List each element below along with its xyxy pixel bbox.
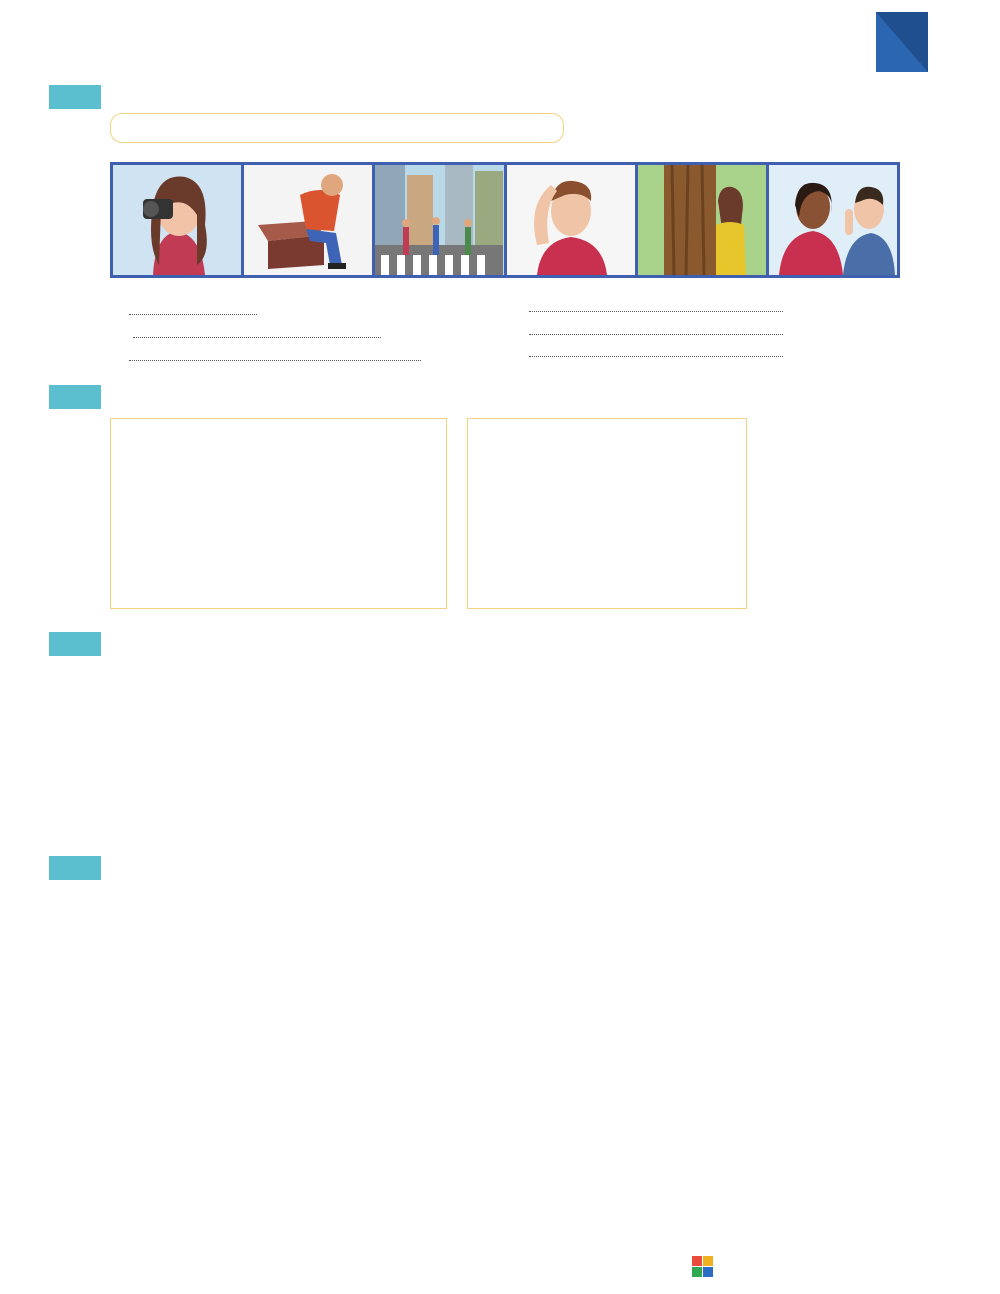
picture-6 [769, 165, 897, 275]
exercise-1-1-item-4 [520, 299, 783, 317]
exercise-1-1-item-1 [120, 302, 257, 320]
picture-4 [507, 165, 635, 275]
picture-strip [110, 162, 900, 278]
answer-1-1-6[interactable] [529, 344, 783, 357]
picture-2 [244, 165, 372, 275]
section-number-1-3 [49, 632, 101, 656]
liveworksheets-logo-icon [692, 1256, 713, 1277]
picture-3 [375, 165, 503, 275]
answer-1-1-5[interactable] [529, 322, 783, 335]
exercise-1-1-item-3 [120, 348, 421, 366]
section-number-1-2 [49, 385, 101, 409]
verb-box [110, 113, 564, 143]
answer-1-1-3[interactable] [129, 348, 421, 361]
liveworksheets-watermark [692, 1256, 717, 1277]
right-sentences-box [467, 418, 747, 609]
section-number-1-4 [49, 856, 101, 880]
exercise-1-1-item-6 [520, 344, 783, 362]
picture-5 [638, 165, 766, 275]
unit-badge [876, 12, 928, 72]
answer-1-1-4[interactable] [529, 299, 783, 312]
answer-1-1-2[interactable] [133, 325, 381, 338]
section-number-1-1 [49, 85, 101, 109]
picture-1 [113, 165, 241, 275]
left-sentences-box [110, 418, 447, 609]
exercise-1-1-item-5 [520, 322, 783, 340]
exercise-1-1-item-2 [120, 325, 381, 343]
